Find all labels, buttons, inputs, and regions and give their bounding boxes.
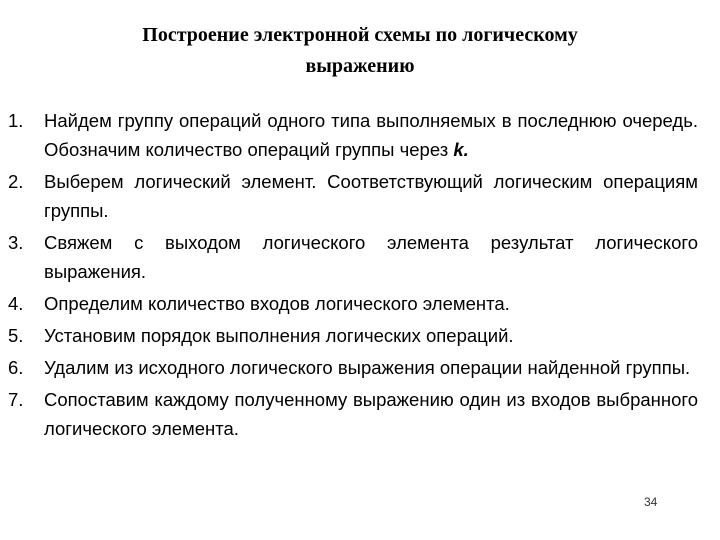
list-item <box>0 167 720 225</box>
item-text: Определим количество входов логического элемента. <box>44 293 510 314</box>
list-item <box>0 321 720 350</box>
item-number: 4. <box>8 293 24 314</box>
list-item <box>0 289 720 318</box>
variable-k: k. <box>453 139 469 160</box>
item-text: Установим порядок выполнения логических операций. <box>44 325 514 346</box>
list-item <box>0 385 720 443</box>
item-number: 3. <box>8 232 24 253</box>
item-text: Удалим из исходного логического выражения операции найденной группы. <box>44 357 691 378</box>
list-item <box>0 228 720 286</box>
item-text: Свяжем с выходом логического элемента результат логического выражения. <box>44 232 698 282</box>
title-line-2: выражению <box>305 55 415 77</box>
item-number: 5. <box>8 325 24 346</box>
list-item <box>0 353 720 382</box>
item-text: Найдем группу операций одного типа выполняемых в последнюю очередь. Обозначим количество операций группы через <box>44 110 698 160</box>
page-number: 34 <box>644 495 658 509</box>
item-number: 6. <box>8 357 24 378</box>
list-item <box>0 106 720 164</box>
item-text: Сопоставим каждому полученному выражению один из входов выбранного логического элемента. <box>44 389 698 439</box>
item-text: Выберем логический элемент. Соответствующий логическим операциям группы. <box>44 171 698 221</box>
steps-list <box>0 106 720 446</box>
slide-title <box>60 20 660 82</box>
item-number: 2. <box>8 171 24 192</box>
item-number: 7. <box>8 389 24 410</box>
item-number: 1. <box>8 110 24 131</box>
title-line-1: Построение электронной схемы по логическому <box>142 24 578 46</box>
